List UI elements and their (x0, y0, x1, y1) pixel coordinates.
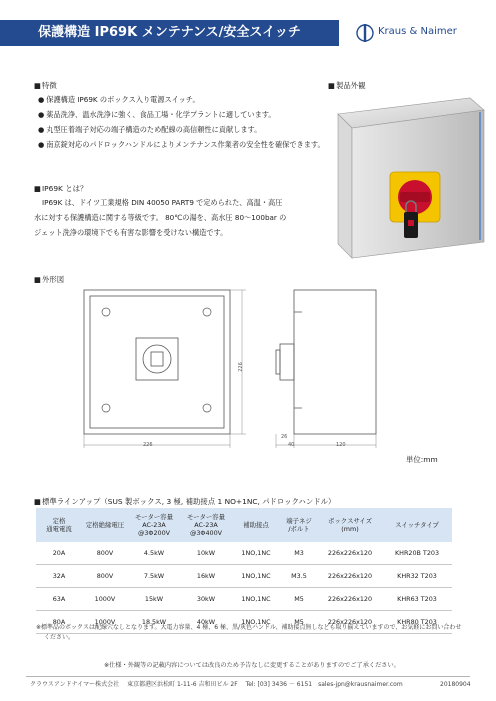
photo-heading: ■ 製品外観 (328, 80, 366, 91)
table-row (36, 588, 452, 611)
column-header (318, 508, 382, 542)
table-header-row (36, 508, 452, 542)
table-cell: 63A (36, 588, 82, 611)
table-cell: KHR80 T203 (382, 611, 452, 634)
disclaimer: ※仕様・外観等の記載内容については改良のため予告なしに変更することがありますのでご了承ください。 (104, 662, 400, 669)
table-cell: 16kW (180, 565, 232, 588)
table-note: ください。 (44, 634, 75, 641)
column-header-text: 定格 通電電流 (46, 517, 72, 533)
ip69k-heading: ■ IP69K とは？ (34, 183, 87, 194)
features-heading: ■ 特徴 (34, 80, 57, 91)
column-header-text: 定格絶縁電圧 (85, 521, 125, 529)
column-header (232, 508, 280, 542)
table-cell: 1000V (82, 611, 128, 634)
column-header (382, 508, 452, 542)
table-cell: 1NO,1NC (232, 588, 280, 611)
outline-heading: ■ 外形図 (34, 274, 64, 285)
footer-divider (26, 676, 470, 677)
table-cell: KHR63 T203 (382, 588, 452, 611)
feature-item: ● 薬品洗浄、温水洗浄に強く、食品工場・化学プラントに適しています。 (38, 110, 276, 120)
table-cell: 800V (82, 542, 128, 565)
column-header (82, 508, 128, 542)
table-cell: 15kW (128, 588, 180, 611)
footer-date: 20180904 (440, 681, 471, 688)
column-header (36, 508, 82, 542)
table-cell: 1NO,1NC (232, 565, 280, 588)
dimension-width: 226 (143, 442, 153, 448)
table-cell: 226x226x120 (318, 611, 382, 634)
dimension-height: 226 (237, 362, 244, 372)
table-cell: 18.5kW (128, 611, 180, 634)
lineup-heading: ■ 標準ラインアップ（SUS 製ボックス, 3 極, 補助接点 1 NO+1NC, パドロックハンドル） (34, 496, 335, 507)
table-cell: 1NO,1NC (232, 611, 280, 634)
table-cell: 80A (36, 611, 82, 634)
feature-item: ● 丸型圧着端子対応の端子構造のため配線の高信頼性に貢献します。 (38, 125, 261, 135)
feature-item: ● 保護構造 IP69K のボックス入り電源スイッチ。 (38, 95, 200, 105)
table-cell: 30kW (180, 588, 232, 611)
table-cell: 7.5kW (128, 565, 180, 588)
table-cell: 226x226x120 (318, 565, 382, 588)
table-note: ※標準品のボックスは配線穴なしとなります。大電力容量、4 極、6 極、黒/灰色ハンドル、補助接点無しなども取り揃えていますので、お気軽にお問い合わせ (36, 624, 462, 631)
column-header (180, 508, 232, 542)
column-header (128, 508, 180, 542)
column-header-text: スイッチタイプ (395, 521, 439, 529)
logo-text: Kraus & Naimer (378, 26, 457, 37)
spec-table (36, 508, 452, 634)
table-cell: M3 (280, 542, 318, 565)
ip69k-text-line: ジェット洗浄の環境下でも有害な影響を受けない構造です。 (34, 228, 228, 237)
table-cell: M3.5 (280, 565, 318, 588)
table-cell: 4.5kW (128, 542, 180, 565)
table-cell: M5 (280, 588, 318, 611)
table-row (36, 542, 452, 565)
table-cell: 800V (82, 565, 128, 588)
table-cell: 40kW (180, 611, 232, 634)
column-header-text: 端子ネジ /ボルト (286, 517, 312, 533)
page-title: 保護構造 IP69K メンテナンス/安全スイッチ (38, 25, 301, 40)
column-header-text: 補助接点 (243, 521, 269, 529)
table-cell: 32A (36, 565, 82, 588)
table-cell: KHR32 T203 (382, 565, 452, 588)
dimension-side-b: 120 (336, 442, 346, 448)
table-cell: 20A (36, 542, 82, 565)
column-header-text: ボックスサイズ (mm) (327, 517, 373, 533)
column-header-text: モーター容量 AC-23A @3Φ400V (186, 513, 226, 537)
ip69k-text-line: IP69K は、ドイツ工業規格 DIN 40050 PART9 で定められた、高温・高圧 (42, 198, 283, 207)
unit-label: 単位:mm (406, 455, 438, 464)
feature-item: ● 南京錠対応のパドロックハンドルによりメンテナンス作業者の安全性を確保できます。 (38, 140, 325, 150)
ip69k-text-line: 水に対する保護構造に関する等級です。 80℃の湯を、高水圧 80～100bar の (34, 213, 287, 222)
table-cell: 1000V (82, 588, 128, 611)
outline-drawing (70, 282, 400, 452)
dimension-side-a: 40 (288, 442, 295, 448)
table-cell: KHR20B T203 (382, 542, 452, 565)
column-header-text: モーター容量 AC-23A @3Φ200V (134, 513, 174, 537)
table-cell: M5 (280, 611, 318, 634)
table-cell: 10kW (180, 542, 232, 565)
product-photo (330, 92, 488, 262)
dimension-side-c: 26 (281, 434, 288, 440)
table-cell: 226x226x120 (318, 542, 382, 565)
footer-contact: クラウスアンドナイマー株式会社 東京都港区浜松町 1-11-6 吉和田ビル 2F Tel: [03] 3436 － 6151 sales-jpn@krausnaimer.com (30, 681, 403, 688)
column-header (280, 508, 318, 542)
table-cell: 1NO,1NC (232, 542, 280, 565)
table-row (36, 565, 452, 588)
table-cell: 226x226x120 (318, 588, 382, 611)
